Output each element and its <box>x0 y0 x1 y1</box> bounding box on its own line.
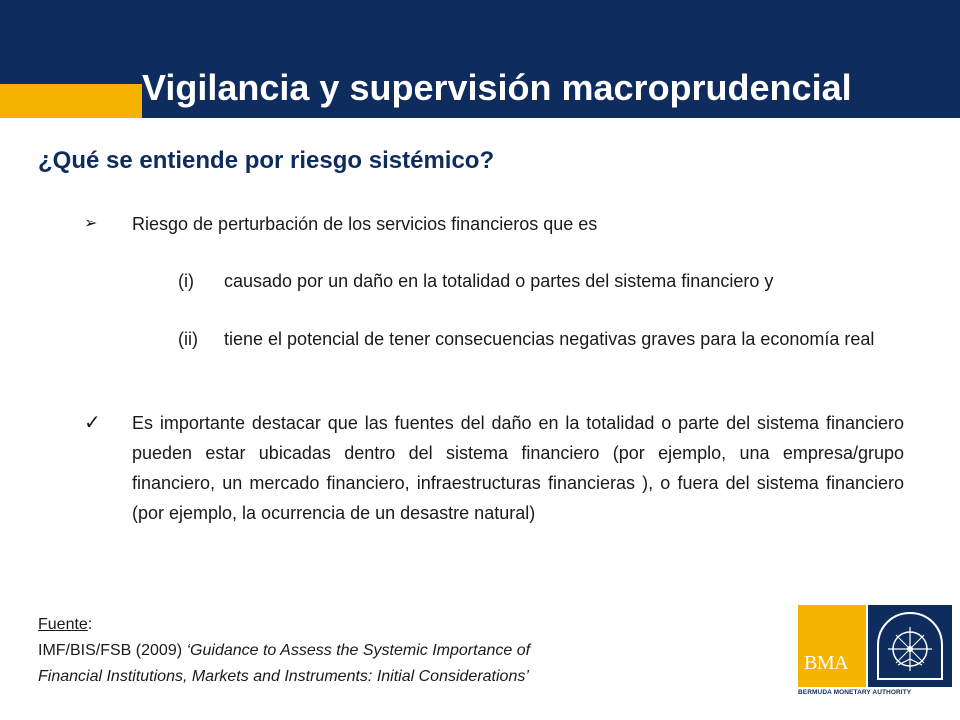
sub-item-number: (ii) <box>178 329 198 349</box>
source-reference-title: ‘Guidance to Assess the Systemic Importance of <box>186 642 531 659</box>
source-citation <box>38 612 530 690</box>
source-reference-prefix: IMF/BIS/FSB (2009) <box>38 642 187 659</box>
sub-item-number: (i) <box>178 271 194 291</box>
bma-logo-caption: BERMUDA MONETARY AUTHORITY <box>798 689 912 696</box>
bma-logo-gold-panel <box>798 605 866 687</box>
sub-item-text: causado por un daño en la totalidad o partes del sistema financiero y <box>224 271 774 291</box>
bullet-definition-text: Riesgo de perturbación de los servicios financieros que es <box>132 214 598 234</box>
checkmark-bullet-icon: ✓ <box>84 412 101 434</box>
header-accent-bar <box>0 84 142 118</box>
compass-crest-icon <box>868 605 952 687</box>
slide-title: Vigilancia y supervisión macroprudencial <box>142 67 852 108</box>
bullet-note-text: Es importante destacar que las fuentes del daño en la totalidad o parte del sistema financiero pueden estar ubicadas dentro del sistema financiero (por ejemplo, una empresa/grupo financiero, un mercado financiero, infraestructuras financieras ), o fuera del sistema financiero (por ejemplo, la ocurrencia de un desastre natural) <box>132 413 904 523</box>
source-reference-title-cont: Financial Institutions, Markets and Instruments: Initial Considerations’ <box>38 668 529 685</box>
bma-logo-abbr: BMA <box>804 652 849 674</box>
slide-subtitle: ¿Qué se entiende por riesgo sistémico? <box>38 147 495 174</box>
source-label-colon: : <box>87 616 93 633</box>
arrow-bullet-icon: ➢ <box>84 215 98 232</box>
sub-item-text: tiene el potencial de tener consecuencias negativas graves para la economía real <box>224 329 875 349</box>
source-label: Fuente <box>38 616 88 633</box>
